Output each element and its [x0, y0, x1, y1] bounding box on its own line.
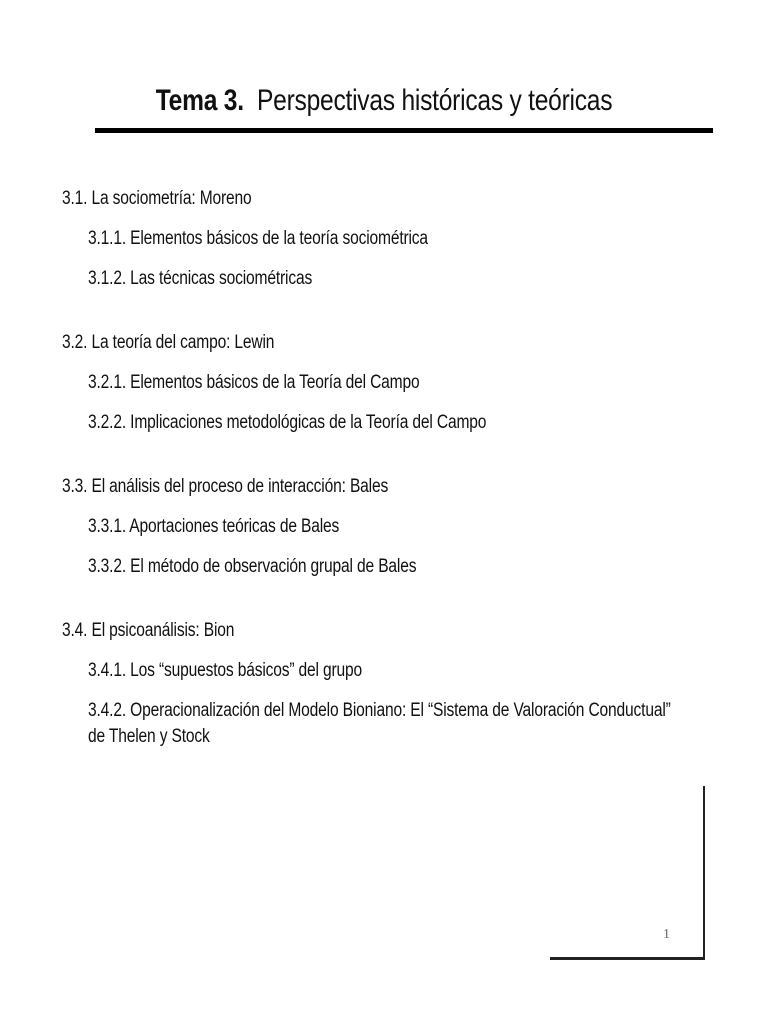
title-underline — [95, 128, 713, 133]
section-heading: 3.3. El análisis del proceso de interacción: Bales — [62, 476, 389, 497]
slide-frame-bottom-edge — [550, 957, 705, 960]
subsection-item: 3.4.1. Los “supuestos básicos” del grupo — [88, 660, 363, 681]
outline — [62, 186, 702, 788]
subsection-item: 3.3.2. El método de observación grupal de Bales — [88, 556, 417, 577]
slide-title — [69, 82, 699, 120]
section-3-3 — [62, 474, 702, 580]
section-heading: 3.2. La teoría del campo: Lewin — [62, 332, 275, 353]
section-heading: 3.4. El psicoanálisis: Bion — [62, 620, 235, 641]
subsection-item: 3.1.1. Elementos básicos de la teoría sociométrica — [88, 228, 428, 249]
subsection-item: 3.1.2. Las técnicas sociométricas — [88, 268, 313, 289]
subsection-item: 3.2.2. Implicaciones metodológicas de la Teoría del Campo — [88, 412, 487, 433]
slide-frame-right-edge — [703, 786, 705, 960]
subsection-item: 3.4.2. Operacionalización del Modelo Bioniano: El “Sistema de Valoración Conductual” de Thelen y Stock — [88, 700, 671, 747]
subsection-item: 3.3.1. Aportaciones teóricas de Bales — [88, 516, 340, 537]
subsection-item: 3.2.1. Elementos básicos de la Teoría del Campo — [88, 372, 420, 393]
page-number: 1 — [663, 927, 670, 942]
section-3-1 — [62, 186, 702, 292]
slide-title-number: Tema 3. — [155, 84, 244, 117]
section-heading: 3.1. La sociometría: Moreno — [62, 188, 252, 209]
section-3-2 — [62, 330, 702, 436]
section-3-4 — [62, 618, 702, 750]
slide-title-text: Perspectivas históricas y teóricas — [256, 84, 613, 117]
